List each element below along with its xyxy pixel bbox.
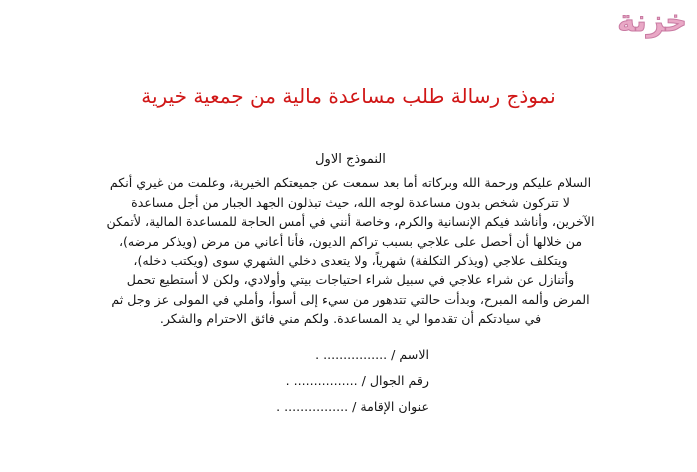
site-logo: خزنة [617, 4, 687, 39]
letter-body [28, 150, 673, 423]
letter-line: في سيادتكم أن تقدموا لي يد المساعدة. ولكم مني فائق الاحترام والشكر. [159, 311, 542, 327]
letter-line: السلام عليكم ورحمة الله وبركاته أما بعد سمعت عن جميعتكم الخيرية، وعلمت من غيري أنكم [109, 175, 592, 191]
name-field: الاسم / ................ . [315, 346, 429, 362]
letter-line: المرض وألمه المبرح، وبدأت حالتي تتدهور من سيء إلى أسوأ، وأملي في المولى عز وجل ثم [111, 291, 590, 307]
letter-subtitle: النموذج الاول [315, 152, 386, 167]
letter-paragraph [28, 173, 673, 328]
letter-line: من خلالها أن أحصل على علاجي بسبب تراكم الديون، فأنا أعاني من مرض (ويذكر مرضه)، [118, 233, 583, 249]
page-title: نموذج رسالة طلب مساعدة مالية من جمعية خيرية [141, 84, 556, 108]
letter-line: ويتكلف علاجي (ويذكر التكلفة) شهرياً، ولا يتعدى دخلي الشهري سوى (ويكتب دخله)، [133, 253, 568, 269]
mobile-field: رقم الجوال / ................ . [285, 372, 429, 388]
form-fields [28, 345, 673, 417]
letter-line: وأتنازل عن شراء علاجي في سبيل شراء احتياجات بيتي وأولادي، ولكن لا أستطيع تحمل [126, 272, 575, 288]
letter-line: لا تتركون شخص بدون مساعدة لوجه الله، حيث تبذلون الجهد الجبار من أجل مساعدة [131, 194, 570, 210]
address-field: عنوان الإقامة / ................ . [276, 398, 429, 414]
letter-line: الآخرين، وأناشد فيكم الإنسانية والكرم، وخاصة أنني في أمس الحاجة للمساعدة المالية، لأتمكن [106, 214, 595, 230]
